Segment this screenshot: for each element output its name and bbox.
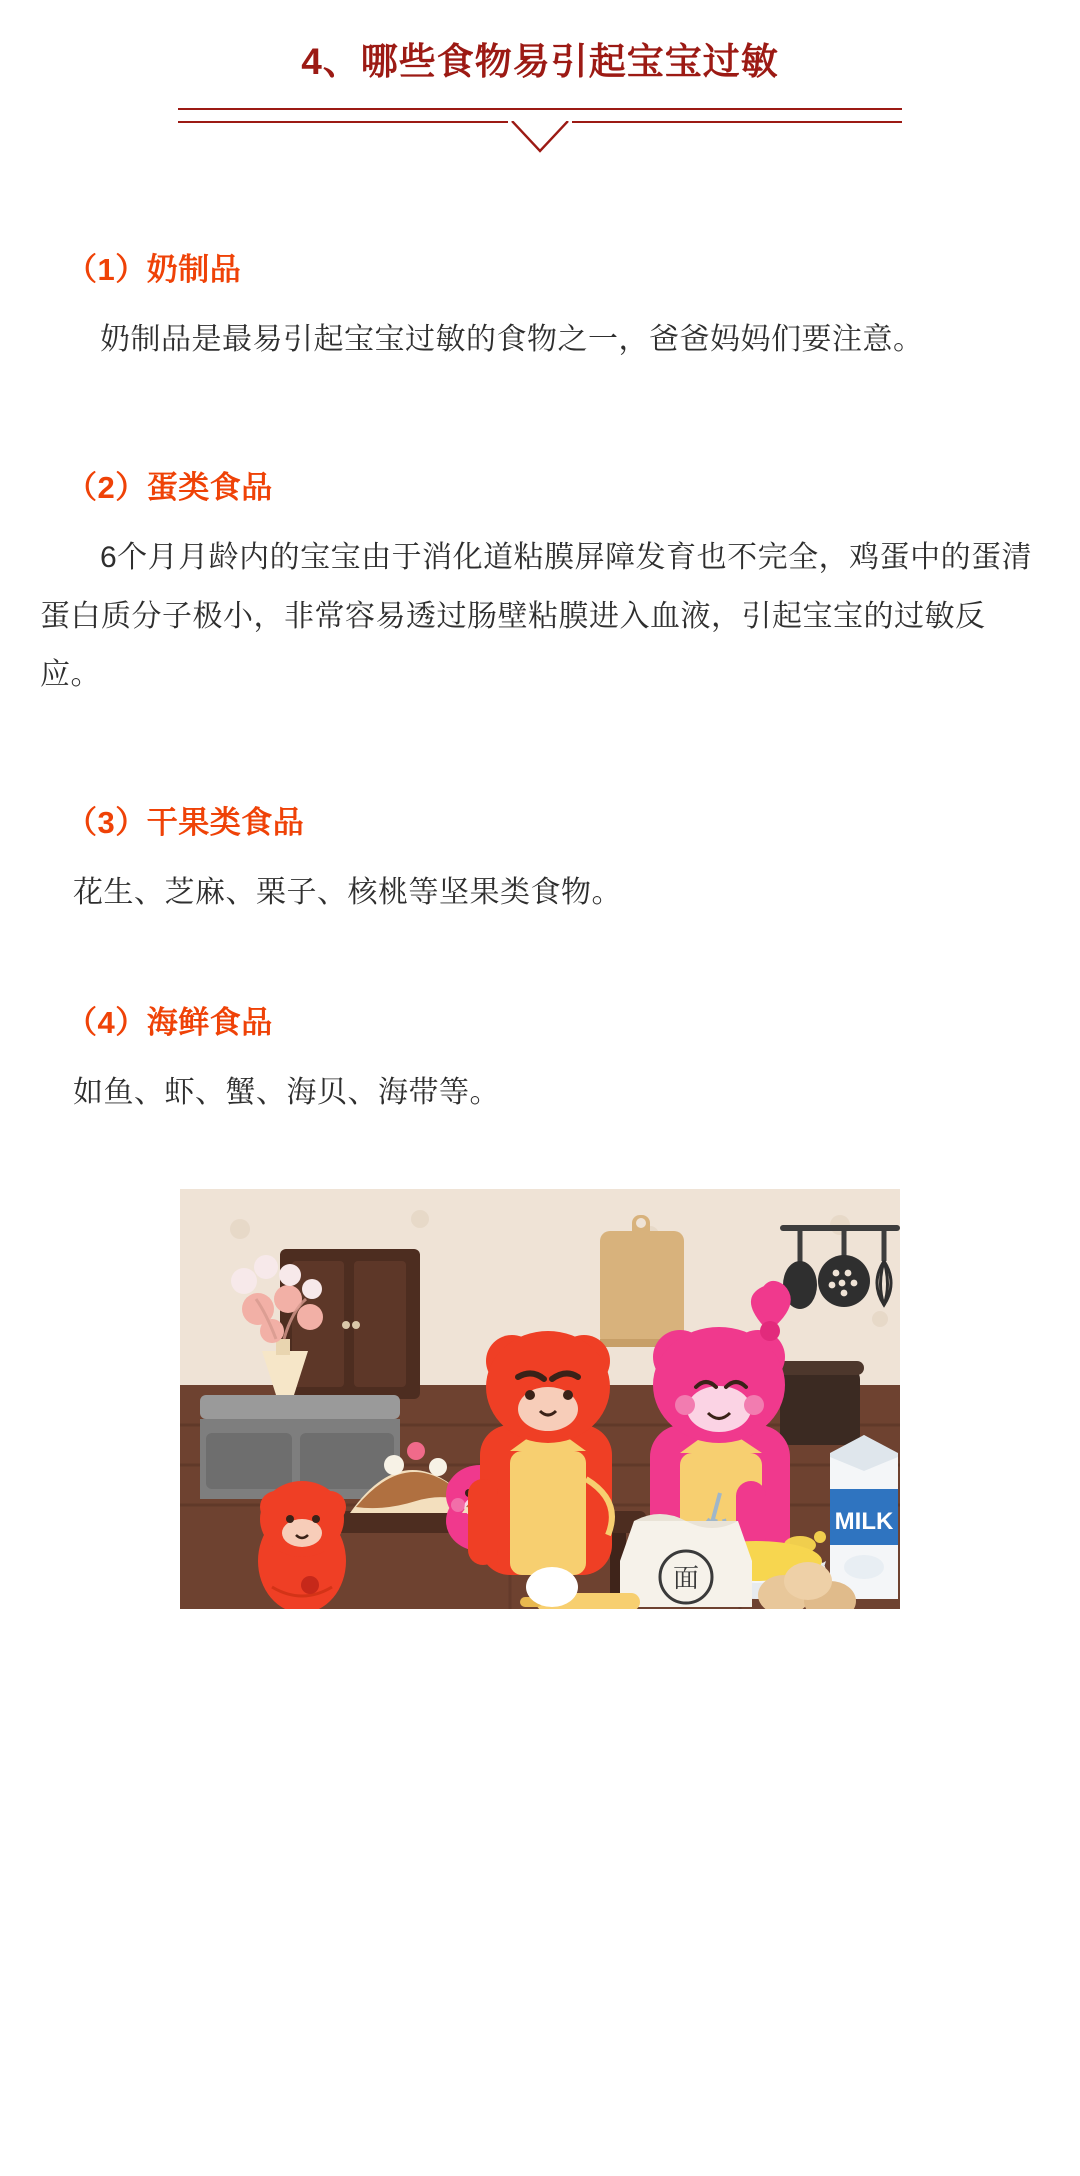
- section-seafood: [40, 1001, 1040, 1123]
- section-gap: [40, 705, 1040, 801]
- section-eggs: [40, 466, 1040, 705]
- section-gap: [40, 923, 1040, 1001]
- section-paragraph: 奶制品是最易引起宝宝过敏的食物之一，爸爸妈妈们要注意。: [100, 323, 924, 357]
- section-gap: [40, 370, 1040, 466]
- big-red-bear: [468, 1331, 612, 1575]
- milk-carton-label: MILK: [834, 1507, 894, 1535]
- flour-bag: [620, 1514, 752, 1607]
- chevron-down-icon: [508, 121, 572, 155]
- milk-carton: [830, 1435, 898, 1599]
- section-paragraph: 如鱼、虾、蟹、海贝、海带等。: [73, 1076, 500, 1110]
- page-title: 4、哪些食物易引起宝宝过敏: [301, 41, 779, 82]
- section-paragraph: 6个月月龄内的宝宝由于消化道粘膜屏障发育也不完全，鸡蛋中的蛋清蛋白质分子极小，非常容易透过肠壁粘膜进入血液，引起宝宝的过敏反应。: [40, 541, 1033, 692]
- section-nuts: [40, 801, 1040, 923]
- title-block: [0, 0, 1080, 152]
- bears-baking-in-kitchen-illustration: [180, 1189, 900, 1609]
- small-red-bear: [258, 1481, 346, 1609]
- flour-bag-label: 面: [672, 1562, 700, 1593]
- section-dairy: [40, 248, 1040, 370]
- section-paragraph: 花生、芝麻、栗子、核桃等坚果类食物。: [73, 876, 622, 910]
- section-heading: （1）奶制品: [66, 252, 242, 288]
- section-heading: （3）干果类食品: [66, 804, 305, 840]
- document-content: [0, 248, 1080, 1123]
- divider: [178, 108, 902, 152]
- section-heading: （2）蛋类食品: [66, 469, 273, 505]
- divider-line-top: [178, 108, 902, 110]
- section-heading: （4）海鲜食品: [66, 1004, 273, 1040]
- illustration: [180, 1189, 900, 1609]
